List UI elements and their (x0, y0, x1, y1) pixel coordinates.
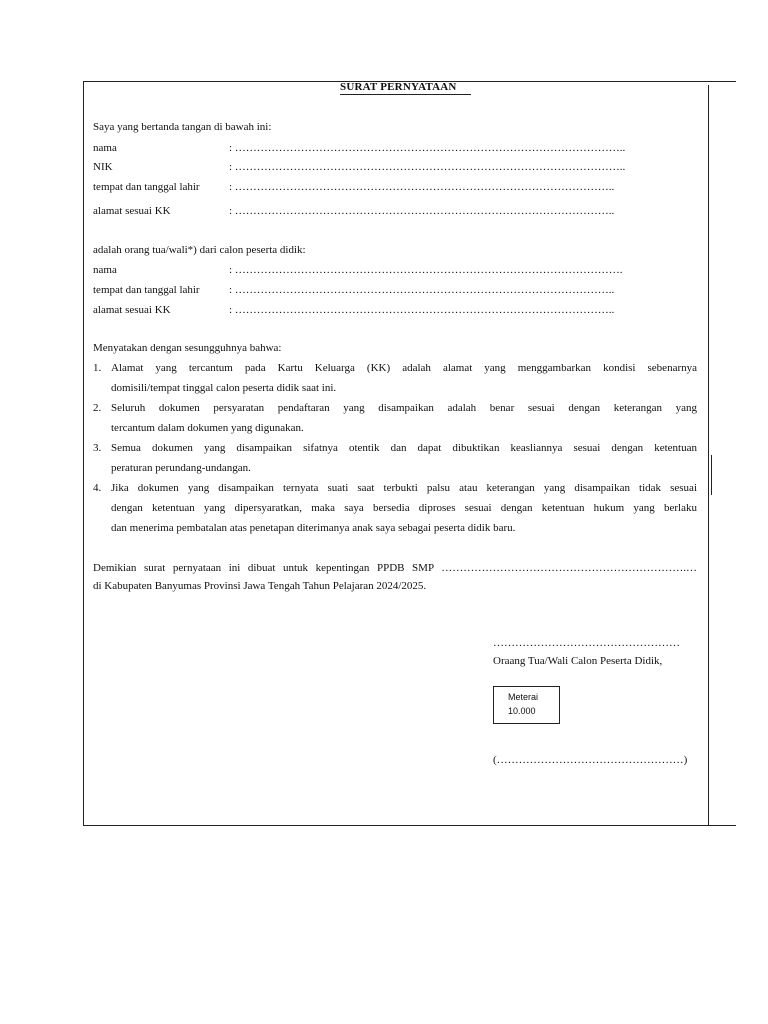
statement-line: domisili/tempat tinggal calon peserta didik saat ini. (111, 382, 337, 394)
statement-item (93, 398, 697, 438)
signature-name-field[interactable]: (……………………………………………) (493, 754, 688, 766)
closing-paragraph (93, 559, 697, 595)
signer-address-label: alamat sesuai KK (93, 205, 171, 217)
statement-number: 2. (93, 402, 102, 414)
intro-text: Saya yang bertanda tangan di bawah ini: (93, 121, 272, 133)
statement-item (93, 438, 697, 478)
statement-item (93, 478, 697, 538)
closing-line: Demikian surat pernyataan ini dibuat untuk kepentingan PPDB SMP ………………………………………………………….… (93, 562, 697, 574)
student-address-field[interactable]: : ………………………………………………………………………………………….. (229, 304, 615, 316)
form-frame-bottom (83, 825, 736, 826)
signer-birth-field[interactable]: : ………………………………………………………………………………………….. (229, 181, 615, 193)
signer-birth-label: tempat dan tanggal lahir (93, 181, 200, 193)
statement-line: dengan ketentuan yang dipersyaratkan, maka saya bersedia diproses sesuai dengan ketentuan hukum yang berlaku (111, 502, 697, 514)
signer-nik-field[interactable]: : …………………………………………………………………………………………….. (229, 161, 626, 173)
statement-item (93, 358, 697, 398)
statement-number: 4. (93, 482, 102, 494)
statement-line: Alamat yang tercantum pada Kartu Keluarga (KK) adalah alamat yang menggambarkan kondisi sebenarnya (111, 362, 697, 374)
statement-list (93, 358, 697, 538)
stamp-value: 10.000 (508, 706, 536, 716)
statement-line: Jika dokumen yang disampaikan ternyata suati saat terbukti palsu atau keterangan yang disampaikan tidak sesuai (111, 482, 697, 494)
student-birth-field[interactable]: : ………………………………………………………………………………………….. (229, 284, 615, 296)
student-name-label: nama (93, 264, 117, 276)
student-name-field[interactable]: : ……………………………………………………………………………………………. (229, 264, 623, 276)
signer-name-field[interactable]: : …………………………………………………………………………………………….. (229, 142, 626, 154)
statement-line: Semua dokumen yang disampaikan sifatnya otentik dan dapat dibuktikan keasliannya sesuai dengan ketentuan (111, 442, 697, 454)
statement-line: Seluruh dokumen persyaratan pendaftaran yang disampaikan adalah benar sesuai dengan keterangan yang (111, 402, 697, 414)
student-birth-label: tempat dan tanggal lahir (93, 284, 200, 296)
statement-line: dan menerima pembatalan atas penetapan diterimanya anak saya sebagai peserta didik baru. (111, 522, 516, 534)
statement-number: 1. (93, 362, 102, 374)
student-address-label: alamat sesuai KK (93, 304, 171, 316)
form-frame-right-mark (711, 455, 712, 495)
closing-line: di Kabupaten Banyumas Provinsi Jawa Tengah Tahun Pelajaran 2024/2025. (93, 580, 427, 592)
signer-address-field[interactable]: : ………………………………………………………………………………………….. (229, 205, 615, 217)
signature-role: Oraang Tua/Wali Calon Peserta Didik, (493, 655, 663, 667)
signer-name-label: nama (93, 142, 117, 154)
relation-text: adalah orang tua/wali*) dari calon peserta didik: (93, 244, 306, 256)
form-frame-right (708, 85, 709, 826)
duty-stamp-box (493, 686, 560, 724)
signature-place-date-field[interactable]: …………………………………………… (493, 637, 680, 649)
signer-nik-label: NIK (93, 161, 113, 173)
statement-line: peraturan perundang-undangan. (111, 462, 251, 474)
declaration-intro: Menyatakan dengan sesungguhnya bahwa: (93, 342, 282, 354)
form-frame-left (83, 81, 84, 826)
document-title: SURAT PERNYATAAN (340, 80, 471, 95)
statement-number: 3. (93, 442, 102, 454)
statement-line: tercantum dalam dokumen yang digunakan. (111, 422, 304, 434)
stamp-label: Meterai (508, 692, 539, 702)
